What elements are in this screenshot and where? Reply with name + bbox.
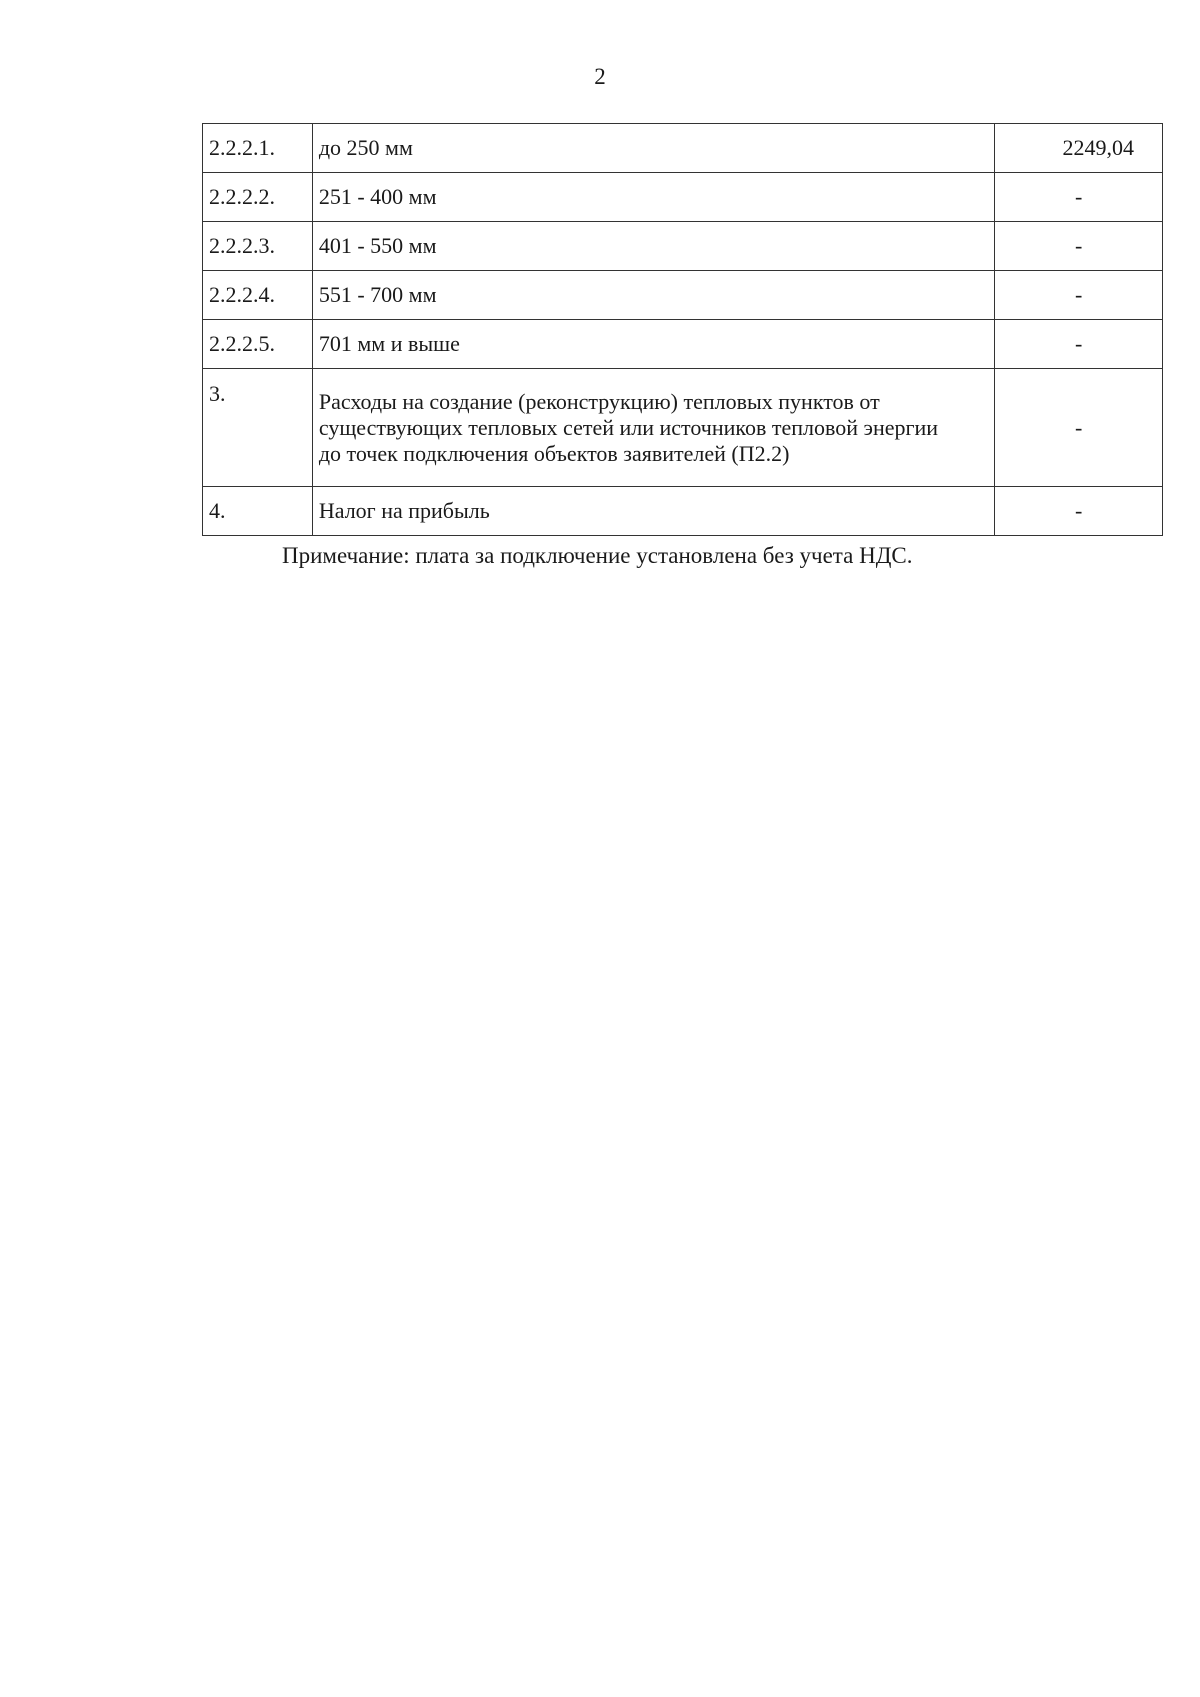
- row-number: 2.2.2.4.: [203, 271, 313, 320]
- row-number: 2.2.2.1.: [203, 124, 313, 173]
- table-row: [203, 124, 1163, 173]
- note-text: Примечание: плата за подключение установлена без учета НДС.: [282, 543, 913, 568]
- row-value: -: [995, 487, 1163, 536]
- row-number: 2.2.2.3.: [203, 222, 313, 271]
- page-number: 2: [594, 64, 606, 89]
- row-number: 3.: [203, 369, 313, 487]
- row-description-line: существующих тепловых сетей или источников тепловой энергии: [318, 414, 939, 440]
- row-description: 551 - 700 мм: [312, 271, 994, 320]
- row-value: 2249,04: [995, 124, 1163, 173]
- table-row: [203, 487, 1163, 536]
- row-value: -: [995, 222, 1163, 271]
- row-value: -: [995, 369, 1163, 487]
- table-row: [203, 369, 1163, 487]
- row-description-line: Расходы на создание (реконструкцию) тепловых пунктов от: [318, 388, 880, 414]
- row-value: -: [995, 271, 1163, 320]
- table-row: [203, 222, 1163, 271]
- row-description: Налог на прибыль: [312, 487, 994, 536]
- row-value: -: [995, 173, 1163, 222]
- row-value: -: [995, 320, 1163, 369]
- row-number: 2.2.2.2.: [203, 173, 313, 222]
- row-number: 2.2.2.5.: [203, 320, 313, 369]
- row-description: [312, 369, 994, 487]
- table-row: [203, 320, 1163, 369]
- table-row: [203, 271, 1163, 320]
- row-number: 4.: [203, 487, 313, 536]
- row-description: 401 - 550 мм: [312, 222, 994, 271]
- tariff-table: [202, 123, 1163, 536]
- row-description: 251 - 400 мм: [312, 173, 994, 222]
- row-description: до 250 мм: [312, 124, 994, 173]
- row-description: 701 мм и выше: [312, 320, 994, 369]
- row-description-line: до точек подключения объектов заявителей (П2.2): [318, 440, 790, 466]
- table-row: [203, 173, 1163, 222]
